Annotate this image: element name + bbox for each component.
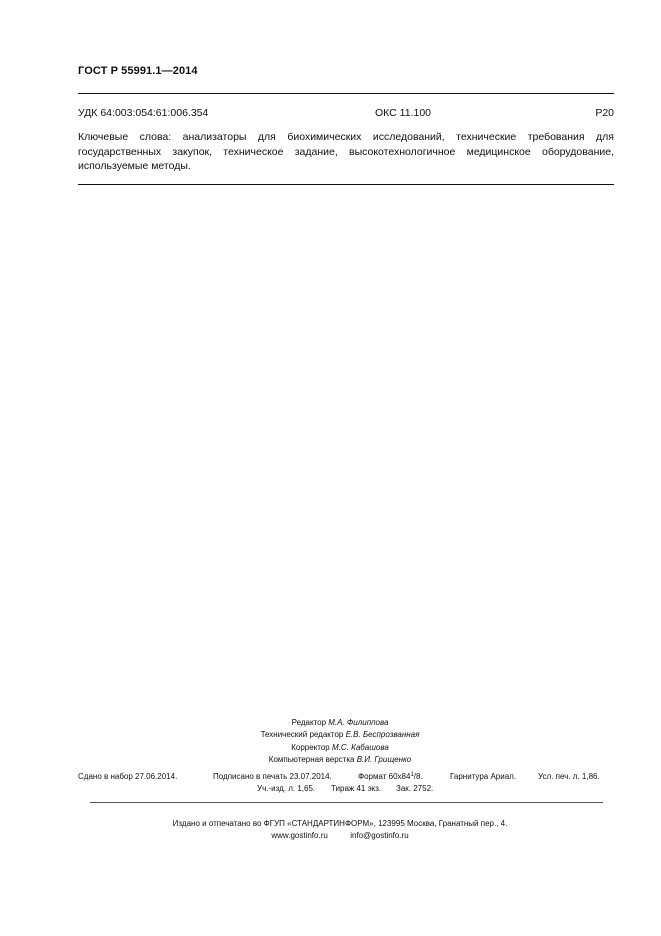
credit-layout-label: Компьютерная верстка [268, 754, 355, 764]
sent-to-typesetting: Сдано в набор 27.06.2014. [78, 772, 178, 781]
publisher-contacts [60, 830, 620, 842]
credit-editor [60, 717, 620, 729]
credit-tech-editor-name: Е.В. Беспрозванная [345, 730, 420, 740]
publisher-line: Издано и отпечатано во ФГУП «СТАНДАРТИНФОРМ», 123995 Москва, Гранатный пер., 4. [172, 819, 508, 828]
classification-row [78, 107, 614, 121]
credits-block [60, 717, 620, 766]
credit-layout-name: В.И. Грищенко [356, 754, 412, 764]
credit-corrector [60, 742, 620, 754]
keywords-paragraph: Ключевые слова: анализаторы для биохимических исследований, технические требования для государственных закупок, техническое задание, высокотехнологичное медицинское оборудование, используемые методы. [78, 131, 614, 172]
order-number: Зак. 2752. [396, 784, 434, 793]
paper-format [358, 772, 423, 781]
credit-corrector-label: Корректор [291, 742, 330, 752]
credit-editor-name: М.А. Филиппова [328, 718, 389, 727]
footer-separator [90, 802, 603, 803]
publisher-website-link[interactable]: www.gostinfo.ru [271, 831, 328, 841]
credit-editor-label: Редактор [291, 718, 327, 727]
udk-code: УДК 64:003:054:61:006.354 [78, 107, 209, 119]
credit-tech-editor [60, 729, 620, 741]
keywords-rule [78, 184, 614, 185]
publisher-email-link[interactable]: info@gostinfo.ru [350, 831, 409, 841]
document-header-id: ГОСТ Р 55991.1—2014 [78, 65, 198, 77]
credit-tech-editor-label: Технический редактор [260, 730, 344, 740]
publisher-block [60, 818, 620, 843]
paper-format-prefix: Формат 60x84 [358, 772, 411, 781]
publishers-sheets: Уч.-изд. л. 1,65. [257, 784, 316, 793]
oks-code: ОКС 11.100 [375, 107, 432, 119]
paper-format-sup: 1 [410, 772, 414, 778]
print-run: Тираж 41 экз. [331, 784, 382, 793]
credit-layout [60, 754, 620, 766]
typeface: Гарнитура Ариал. [450, 772, 517, 781]
credit-corrector-name: М.С. Кабашова [332, 742, 389, 752]
signed-to-print: Подписано в печать 23.07.2014. [213, 772, 332, 781]
print-sheets: Усл. печ. л. 1,86. [538, 772, 600, 781]
header-rule [78, 93, 614, 94]
group-code: Р20 [595, 107, 614, 119]
paper-format-suffix: /8. [413, 772, 423, 781]
